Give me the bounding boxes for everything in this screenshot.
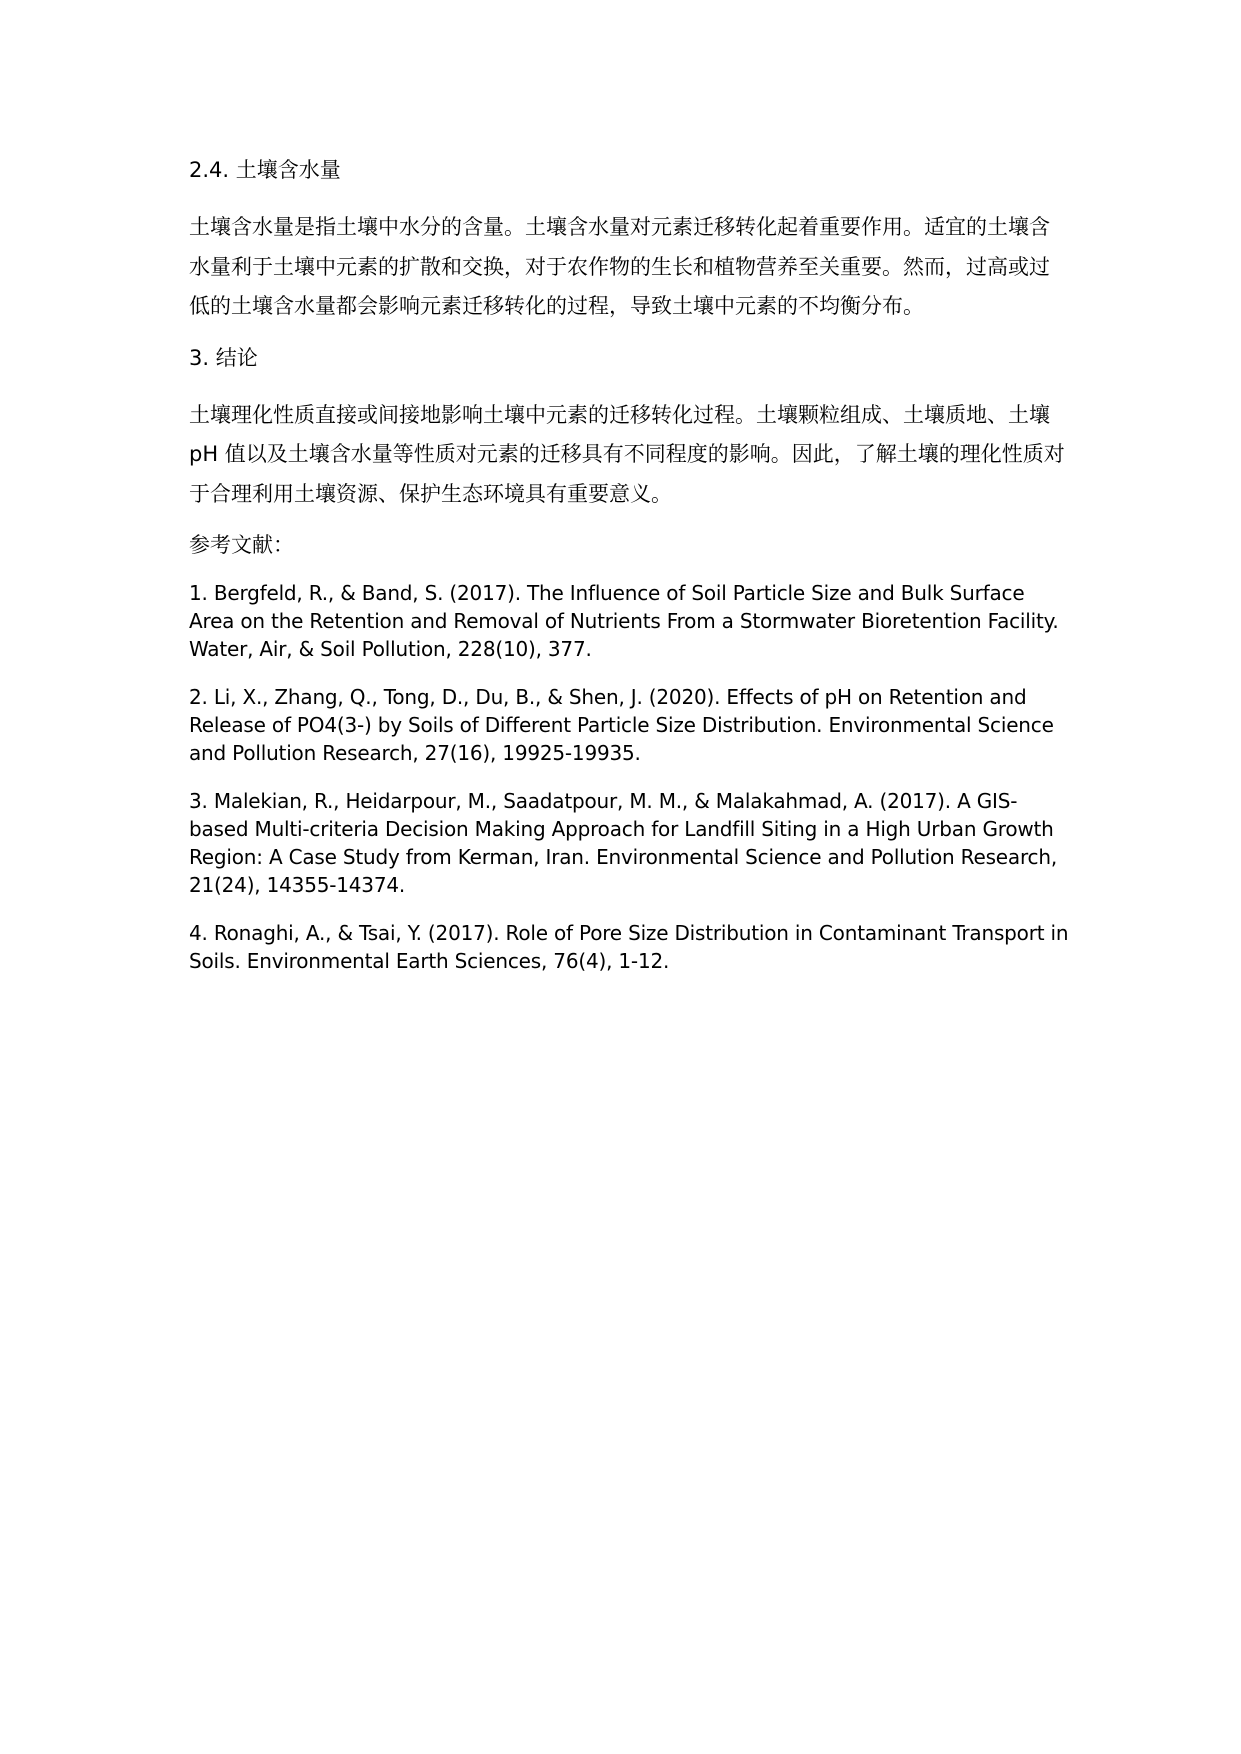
document-page	[189, 155, 1069, 995]
reference-list	[189, 579, 1069, 975]
paragraph-soil-moisture: 土壤含水量是指土壤中水分的含量。土壤含水量对元素迁移转化起着重要作用。适宜的土壤含水量利于土壤中元素的扩散和交换，对于农作物的生长和植物营养至关重要。然而，过高或过低的土壤含水量都会影响元素迁移转化的过程，导致土壤中元素的不均衡分布。	[189, 215, 1050, 318]
section-heading-conclusion: 3. 结论	[189, 345, 258, 370]
reference-item: 4. Ronaghi, A., & Tsai, Y. (2017). Role of Pore Size Distribution in Contaminant Transport in Soils. Environmental Earth Sciences, 76(4), 1-12.	[189, 921, 1069, 973]
reference-item: 3. Malekian, R., Heidarpour, M., Saadatpour, M. M., & Malakahmad, A. (2017). A GIS-based Multi-criteria Decision Making Approach for Landfill Siting in a High Urban Growth Region: A Case Study from Kerman, Iran. Environmental Science and Pollution Research, 21(24), 14355-14374.	[189, 789, 1057, 897]
paragraph-conclusion: 土壤理化性质直接或间接地影响土壤中元素的迁移转化过程。土壤颗粒组成、土壤质地、土壤 pH 值以及土壤含水量等性质对元素的迁移具有不同程度的影响。因此，了解土壤的理化性质对于合理利用土壤资源、保护生态环境具有重要意义。	[189, 402, 1065, 506]
references-label: 参考文献：	[189, 533, 294, 557]
section-heading-soil-moisture: 2.4. 土壤含水量	[189, 158, 341, 182]
reference-item: 1. Bergfeld, R., & Band, S. (2017). The Influence of Soil Particle Size and Bulk Surface Area on the Retention and Removal of Nutrients From a Stormwater Bioretention Facility. Water, Air, & Soil Pollution, 228(10), 377.	[189, 581, 1059, 661]
reference-item: 2. Li, X., Zhang, Q., Tong, D., Du, B., & Shen, J. (2020). Effects of pH on Retention and Release of PO4(3-) by Soils of Different Particle Size Distribution. Environmental Science and Pollution Research, 27(16), 19925-19935.	[189, 685, 1054, 765]
